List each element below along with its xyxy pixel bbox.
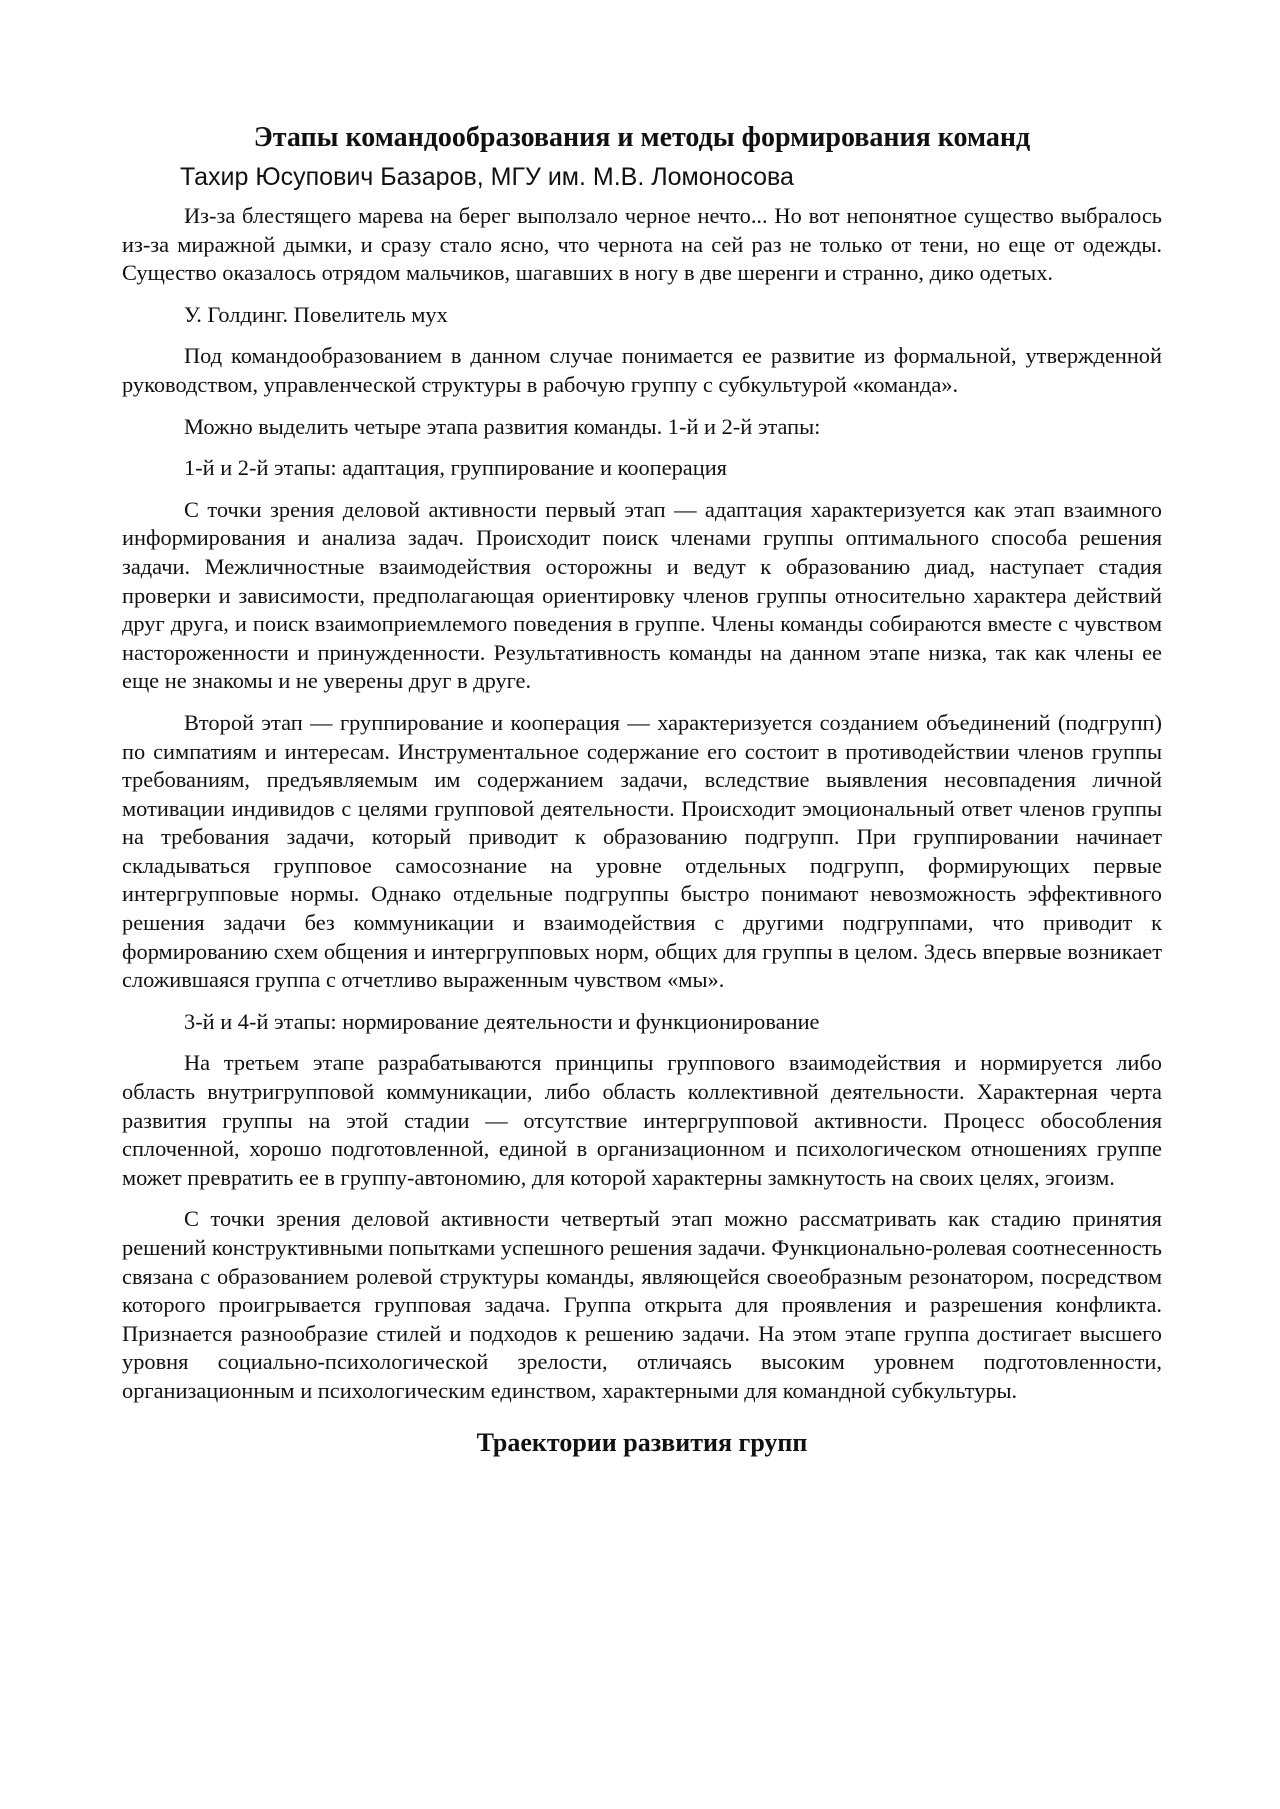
section-heading: Траектории развития групп xyxy=(476,1427,808,1457)
document-page xyxy=(122,120,1162,1460)
epigraph-text: Из-за блестящего марева на берег выползало черное нечто... Но вот непонятное существо выбралось из-за миражной дымки, и сразу стало ясно, что чернота на сей раз не только от тени, но еще от одежды. Существо оказалось отрядом мальчиков, шагавших в ногу в две шеренги и странно, дико одетых. xyxy=(122,203,1162,286)
document-title: Этапы командообразования и методы формирования команд xyxy=(253,122,1031,153)
paragraph-stage-4: С точки зрения деловой активности четвертый этап можно рассматривать как стадию принятия решений конструктивными попытками успешного решения задачи. Функционально-ролевая соотнесенность связана с образованием ролевой структуры команды, являющейся своеобразным резонатором, посредством которого проигрывается групповая задача. Группа открыта для проявления и разрешения конфликта. Признается разнообразие стилей и подходов к решению задачи. На этом этапе группа достигает высшего уровня социально-психологической зрелости, отличаясь высоким уровнем подготовленности, организационным и психологическим единством, характерными для командной субкультуры. xyxy=(122,1206,1162,1403)
paragraph-stage-2: Второй этап — группирование и кооперация — характеризуется созданием объединений (подгрупп) по симпатиям и интересам. Инструментальное содержание его состоит в противодействии членов группы требованиям, предъявляемым им содержанием задачи, вследствие выявления несовпадения личной мотивации индивидов с целями групповой деятельности. Происходит эмоциональный ответ членов группы на требования задачи, который приводит к образованию подгрупп. При группировании начинает складываться групповое самосознание на уровне отдельных подгрупп, формирующих первые интергрупповые нормы. Однако отдельные подгруппы быстро понимают невозможность эффективного решения задачи без коммуникации и взаимодействия с другими подгруппами, что приводит к формированию схем общения и интергрупповых норм, общих для группы в целом. Здесь впервые возникает сложившаяся группа с отчетливо выраженным чувством «мы». xyxy=(122,709,1162,993)
paragraph-stage-3: На третьем этапе разрабатываются принципы группового взаимодействия и нормируется либо область внутригрупповой коммуникации, либо область коллективной деятельности. Характерная черта развития группы на этой стадии — отсутствие интергрупповой активности. Процесс обособления сплоченной, хорошо подготовленной, единой в организационном и психологическом отношениях группе может превратить ее в группу-автономию, для которой характерны замкнутость на своих целях, эгоизм. xyxy=(122,1050,1162,1190)
epigraph-source: У. Голдинг. Повелитель мух xyxy=(184,301,448,327)
author-line: Тахир Юсупович Базаров, МГУ им. М.В. Ломоносова xyxy=(180,163,794,191)
paragraph-definition: Под командообразованием в данном случае понимается ее развитие из формальной, утвержденной руководством, управленческой структуры в рабочую группу с субкультурой «команда». xyxy=(122,343,1162,397)
subheading-stages-1-2: 1-й и 2-й этапы: адаптация, группирование и кооперация xyxy=(184,455,727,481)
paragraph-stages-intro: Можно выделить четыре этапа развития команды. 1-й и 2-й этапы: xyxy=(184,413,821,439)
subheading-stages-3-4: 3-й и 4-й этапы: нормирование деятельности и функционирование xyxy=(184,1008,820,1034)
paragraph-stage-1: С точки зрения деловой активности первый этап — адаптация характеризуется как этап взаимного информирования и анализа задач. Происходит поиск членами группы оптимального способа решения задачи. Межличностные взаимодействия осторожны и ведут к образованию диад, наступает стадия проверки и зависимости, предполагающая ориентировку членов группы относительно характера действий друг друга, и поиск взаимоприемлемого поведения в группе. Члены команды собираются вместе с чувством настороженности и принужденности. Результативность команды на данном этапе низка, так как члены ее еще не знакомы и не уверены друг в друге. xyxy=(122,496,1162,694)
